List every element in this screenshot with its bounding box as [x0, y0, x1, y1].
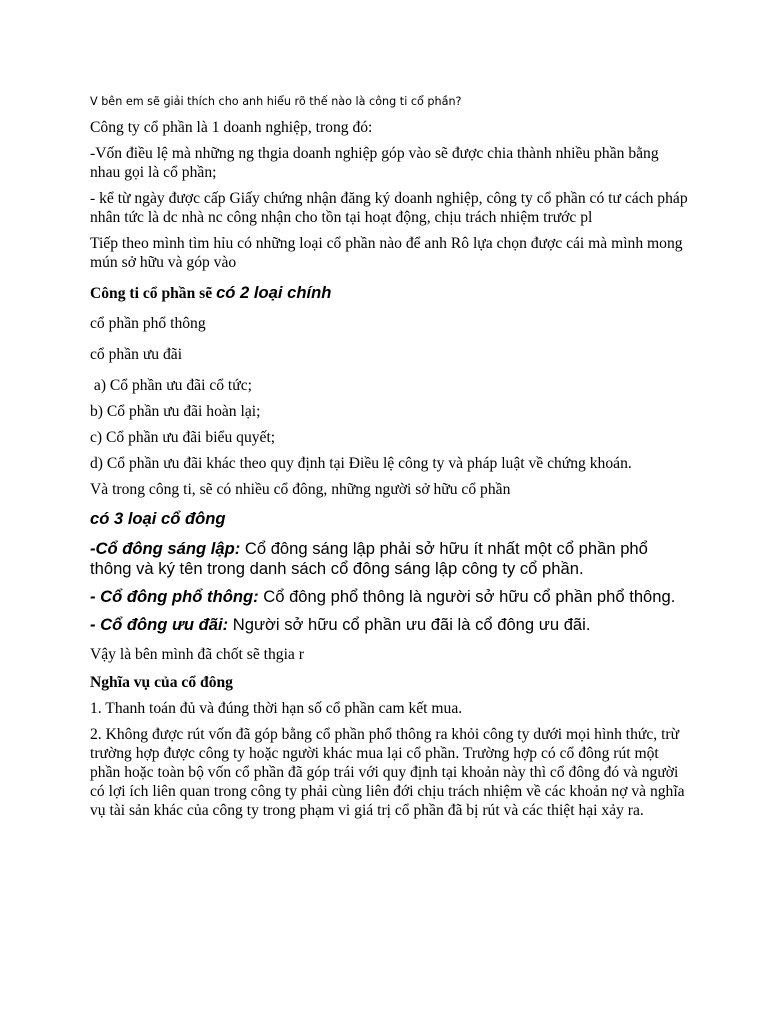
- share-types-heading: [90, 283, 690, 303]
- document-body: [90, 94, 690, 827]
- definition-point-capital: -Vốn điều lệ mà những ng thgia doanh nghiệp góp vào sẽ được chia thành nhiều phần bằng nhau gọi là cổ phần;: [90, 145, 659, 181]
- shareholder-founding: [90, 539, 690, 579]
- shareholders-intro: Và trong công ti, sẽ có nhiều cổ đông, những người sở hữu cổ phần: [90, 481, 511, 498]
- shareholder-types-heading: có 3 loại cổ đông: [90, 509, 226, 528]
- shareholder-preferred-text: Người sở hữu cổ phần ưu đãi là cổ đông ưu đãi.: [228, 615, 591, 634]
- shareholder-founding-label: -Cổ đông sáng lập:: [90, 539, 241, 558]
- shareholder-common-text: Cổ đông phổ thông là người sở hữu cổ phần phổ thông.: [258, 587, 676, 606]
- definition-point-legal-entity: - kể từ ngày được cấp Giấy chứng nhận đăng ký doanh nghiệp, công ty cổ phần có tư cách pháp nhân tức là dc nhà nc công nhận cho tồn tại hoạt động, chịu trách nhiệm trước pl: [90, 190, 688, 226]
- share-types-heading-b: có 2 loại chính: [216, 283, 332, 302]
- intro-question: V bên em sẽ giải thích cho anh hiểu rõ thế nào là công ti cổ phần?: [90, 95, 462, 108]
- share-types-heading-a: Công ti cổ phần sẽ: [90, 285, 217, 302]
- shareholder-preferred: [90, 615, 690, 635]
- share-type-preferred: cổ phần ưu đãi: [90, 346, 183, 363]
- share-type-common: cổ phần phổ thông: [90, 315, 206, 332]
- share-types-intro: Tiếp theo mình tìm hỉu có những loại cổ phần nào để anh Rô lựa chọn được cái mà mình mong mún sở hữu và góp vào: [90, 235, 683, 271]
- preferred-sub-b: b) Cổ phần ưu đãi hoàn lại;: [90, 403, 261, 420]
- preferred-sub-c: c) Cổ phần ưu đãi biểu quyết;: [90, 429, 276, 446]
- definition-intro: Công ty cổ phần là 1 doanh nghiệp, trong đó:: [90, 119, 373, 136]
- shareholder-preferred-label: - Cổ đông ưu đãi:: [90, 615, 229, 634]
- preferred-sub-a: a) Cổ phần ưu đãi cổ tức;: [90, 377, 252, 394]
- duty-2: 2. Không được rút vốn đã góp bằng cổ phần phổ thông ra khỏi công ty dưới mọi hình thức, trừ trường hợp được công ty hoặc người khác mua lại cổ phần. Trường hợp có cổ đông rút một phần hoặc toàn bộ vốn cổ phần đã góp trái với quy định tại khoản này thì cổ đông đó và người có lợi ích liên quan trong công ty phải cùng liên đới chịu trách nhiệm về các khoản nợ và nghĩa vụ tài sản khác của công ty trong phạm vi giá trị cổ phần đã bị rút và các thiệt hại xảy ra.: [90, 726, 685, 819]
- duties-heading: Nghĩa vụ của cổ đông: [90, 674, 233, 691]
- duty-1: 1. Thanh toán đủ và đúng thời hạn số cổ phần cam kết mua.: [90, 700, 463, 717]
- shareholder-common: [90, 587, 690, 607]
- preferred-sub-d: d) Cổ phần ưu đãi khác theo quy định tại Điều lệ công ty và pháp luật về chứng khoán.: [90, 455, 632, 472]
- conclusion: Vậy là bên mình đã chốt sẽ thgia r: [90, 646, 304, 663]
- shareholder-common-label: - Cổ đông phổ thông:: [90, 587, 259, 606]
- shareholder-founding-text: Cổ đông sáng lập phải sở hữu ít nhất một cổ phần phổ thông và ký tên trong danh sách cổ đông sáng lập công ty cổ phần.: [90, 539, 648, 578]
